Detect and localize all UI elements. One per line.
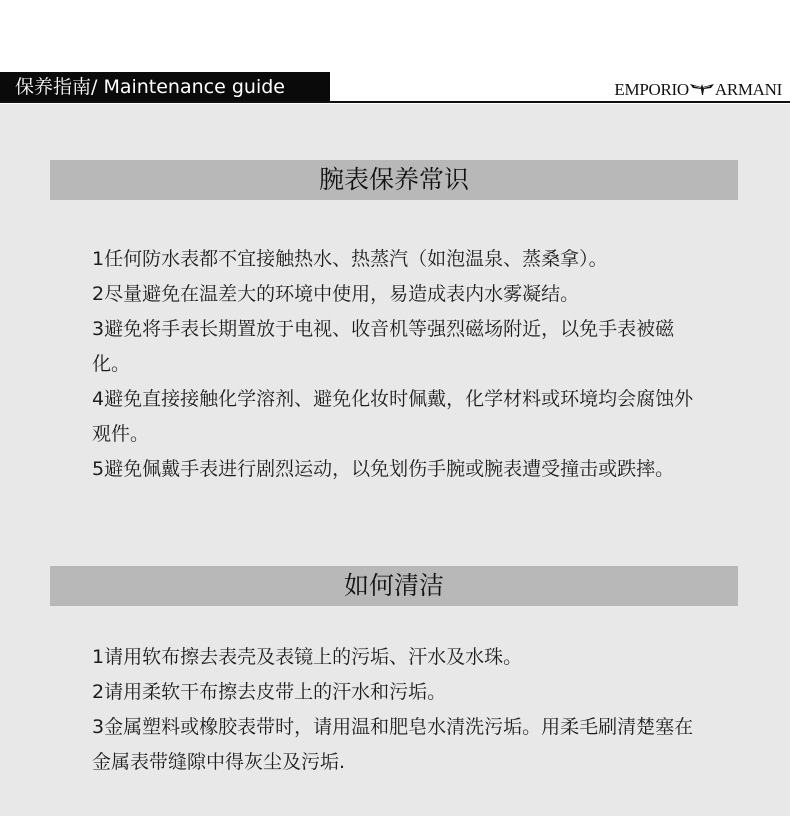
list-item: 2尽量避免在温差大的环境中使用，易造成表内水雾凝结。 — [92, 283, 580, 305]
list-item: 4避免直接接触化学溶剂、避免化妆时佩戴，化学材料或环境均会腐蚀外观件。 — [92, 388, 694, 445]
brand-logo — [614, 80, 782, 100]
list-item: 3金属塑料或橡胶表带时，请用温和肥皂水清洗污垢。用柔毛刷清楚塞在金属表带缝隙中得灰尘及污垢. — [92, 716, 694, 773]
list-item: 2请用柔软干布擦去皮带上的汗水和污垢。 — [92, 681, 447, 703]
section-title-watch-care: 腕表保养常识 — [50, 160, 738, 200]
guide-tab-label: 保养指南/ Maintenance guide — [0, 72, 330, 103]
cleaning-list — [92, 640, 712, 780]
list-item: 1请用软布擦去表壳及表镜上的污垢、汗水及水珠。 — [92, 646, 523, 668]
list-item: 5避免佩戴手表进行剧烈运动，以免划伤手腕或腕表遭受撞击或跌摔。 — [92, 458, 675, 480]
eagle-logo-icon — [689, 82, 715, 96]
list-item: 1任何防水表都不宜接触热水、热蒸汽（如泡温泉、蒸桑拿）。 — [92, 248, 608, 270]
brand-name-right: ARMANI — [714, 80, 782, 99]
section-title-cleaning: 如何清洁 — [50, 566, 738, 606]
list-item: 3避免将手表长期置放于电视、收音机等强烈磁场附近，以免手表被磁化。 — [92, 318, 675, 375]
page-header — [0, 0, 790, 104]
content-area — [0, 104, 790, 816]
brand-name-left: EMPORIO — [614, 80, 689, 99]
watch-care-list — [92, 242, 712, 487]
header-divider — [0, 101, 790, 103]
